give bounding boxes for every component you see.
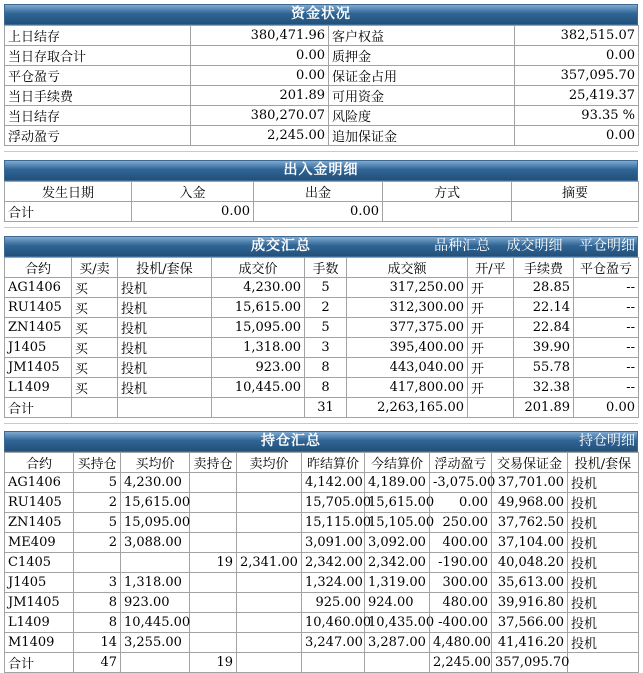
cell-margin: 40,048.20	[492, 553, 568, 573]
cell-buy-avg: 3,255.00	[121, 633, 190, 653]
table-row	[5, 553, 639, 573]
cell-contract: J1405	[5, 338, 72, 358]
col-sell-qty: 卖持仓	[190, 453, 237, 473]
col-margin: 交易保证金	[492, 453, 568, 473]
cell-sell-avg	[237, 573, 302, 593]
cell-lots: 8	[305, 358, 347, 378]
funds-value: 380,471.96	[191, 26, 329, 46]
cell-contract: ZN1405	[5, 513, 74, 533]
cell-prev-settle: 15,115.00	[302, 513, 365, 533]
cell-hedge: 投机	[568, 573, 639, 593]
inout-title: 出入金明细	[283, 162, 359, 178]
positions-title: 持仓汇总	[261, 433, 321, 449]
table-row	[5, 493, 639, 513]
cell-float-pnl: -400.00	[430, 613, 492, 633]
cell-side: 买	[72, 318, 118, 338]
positions-links	[567, 432, 635, 451]
total-margin: 357,095.70	[492, 653, 568, 673]
cell-sell-qty	[190, 473, 237, 493]
cell-hedge: 投机	[118, 378, 212, 398]
inout-total-row	[5, 202, 639, 222]
cell-fee: 22.84	[514, 318, 574, 338]
funds-value: 0.00	[515, 126, 639, 146]
col-hedge: 投机/套保	[568, 453, 639, 473]
cell-contract: JM1405	[5, 358, 72, 378]
funds-value: 357,095.70	[515, 66, 639, 86]
cell-buy-qty: 8	[74, 593, 121, 613]
col-buy-avg: 买均价	[121, 453, 190, 473]
cell-close-pnl: --	[574, 358, 639, 378]
cell-margin: 35,613.00	[492, 573, 568, 593]
cell-buy-avg: 15,095.00	[121, 513, 190, 533]
cell-sell-avg	[237, 593, 302, 613]
cell-float-pnl: -190.00	[430, 553, 492, 573]
cell-lots: 8	[305, 378, 347, 398]
cell-settle: 10,435.00	[365, 613, 430, 633]
cell-buy-avg: 1,318.00	[121, 573, 190, 593]
link-trade-detail[interactable]: 成交明细	[506, 238, 563, 254]
cell-sell-qty	[190, 513, 237, 533]
funds-title: 资金状况	[291, 6, 351, 22]
trades-total-row	[5, 398, 639, 418]
cell-margin: 41,416.20	[492, 633, 568, 653]
col-amount: 成交额	[347, 258, 468, 278]
cell-prev-settle: 10,460.00	[302, 613, 365, 633]
cell-contract: AG1406	[5, 278, 72, 298]
cell-side: 买	[72, 278, 118, 298]
cell-hedge: 投机	[568, 593, 639, 613]
total-sell: 19	[190, 653, 237, 673]
cell-hedge: 投机	[568, 473, 639, 493]
cell-prev-settle: 925.00	[302, 593, 365, 613]
cell-settle: 3,287.00	[365, 633, 430, 653]
trades-links	[422, 237, 635, 256]
cell-buy-qty: 8	[74, 613, 121, 633]
total-amount: 2,263,165.00	[347, 398, 468, 418]
total-empty	[118, 398, 212, 418]
cell-amount: 317,250.00	[347, 278, 468, 298]
funds-label: 追加保证金	[329, 126, 515, 146]
cell-buy-qty: 14	[74, 633, 121, 653]
cell-margin: 39,916.80	[492, 593, 568, 613]
link-close-detail[interactable]: 平仓明细	[579, 238, 635, 254]
cell-sell-qty	[190, 573, 237, 593]
total-empty	[212, 398, 305, 418]
col-summary: 摘要	[512, 182, 639, 202]
cell-float-pnl: 250.00	[430, 513, 492, 533]
col-fee: 手续费	[514, 258, 574, 278]
total-pnl: 2,245.00	[430, 653, 492, 673]
cell-hedge: 投机	[118, 318, 212, 338]
cell-price: 10,445.00	[212, 378, 305, 398]
cell-side: 买	[72, 298, 118, 318]
cell-price: 15,615.00	[212, 298, 305, 318]
cell-sell-avg	[237, 533, 302, 553]
cell-sell-qty	[190, 613, 237, 633]
cell-settle: 2,342.00	[365, 553, 430, 573]
trades-title: 成交汇总	[251, 238, 311, 254]
funds-label: 当日结存	[5, 106, 191, 126]
cell-fee: 39.90	[514, 338, 574, 358]
cell-amount: 395,400.00	[347, 338, 468, 358]
total-pnl: 0.00	[574, 398, 639, 418]
cell-margin: 37,566.00	[492, 613, 568, 633]
cell-openclose: 开	[468, 278, 514, 298]
cell-side: 买	[72, 378, 118, 398]
funds-row	[5, 106, 639, 126]
col-hedge: 投机/套保	[118, 258, 212, 278]
total-label: 合计	[5, 398, 72, 418]
cell-sell-qty: 19	[190, 553, 237, 573]
cell-buy-qty: 5	[74, 513, 121, 533]
cell-prev-settle: 1,324.00	[302, 573, 365, 593]
cell-contract: ME409	[5, 533, 74, 553]
cell-buy-avg: 4,230.00	[121, 473, 190, 493]
positions-header	[4, 431, 638, 452]
col-side: 买/卖	[72, 258, 118, 278]
funds-value: 380,270.07	[191, 106, 329, 126]
col-price: 成交价	[212, 258, 305, 278]
cell-settle: 4,189.00	[365, 473, 430, 493]
cell-openclose: 开	[468, 298, 514, 318]
cell-lots: 3	[305, 338, 347, 358]
col-settle: 今结算价	[365, 453, 430, 473]
table-row	[5, 318, 639, 338]
cell-contract: RU1405	[5, 493, 74, 513]
link-position-detail[interactable]: 持仓明细	[579, 433, 635, 449]
cell-hedge: 投机	[118, 338, 212, 358]
funds-row	[5, 126, 639, 146]
funds-value: 93.35 %	[515, 106, 639, 126]
cell-float-pnl: -3,075.00	[430, 473, 492, 493]
col-float-pnl: 浮动盈亏	[430, 453, 492, 473]
col-out: 出金	[254, 182, 383, 202]
cell-settle: 3,092.00	[365, 533, 430, 553]
cell-amount: 417,800.00	[347, 378, 468, 398]
cell-price: 1,318.00	[212, 338, 305, 358]
cell-openclose: 开	[468, 378, 514, 398]
cell-sell-avg	[237, 473, 302, 493]
cell-fee: 28.85	[514, 278, 574, 298]
cell-amount: 443,040.00	[347, 358, 468, 378]
cell-contract: JM1405	[5, 593, 74, 613]
cell-settle: 15,105.00	[365, 513, 430, 533]
total-empty	[468, 398, 514, 418]
funds-value: 25,419.37	[515, 86, 639, 106]
inout-header-row	[5, 182, 639, 202]
cell-lots: 2	[305, 298, 347, 318]
cell-contract: L1409	[5, 613, 74, 633]
cell-openclose: 开	[468, 358, 514, 378]
table-row	[5, 533, 639, 553]
cell-prev-settle: 3,247.00	[302, 633, 365, 653]
funds-value: 201.89	[191, 86, 329, 106]
table-row	[5, 298, 639, 318]
cell-margin: 49,968.00	[492, 493, 568, 513]
col-contract: 合约	[5, 453, 74, 473]
total-empty	[237, 653, 302, 673]
cell-side: 买	[72, 358, 118, 378]
funds-row	[5, 86, 639, 106]
funds-label: 当日手续费	[5, 86, 191, 106]
funds-row	[5, 46, 639, 66]
trades-table	[4, 257, 639, 418]
cell-close-pnl: --	[574, 278, 639, 298]
funds-label: 保证金占用	[329, 66, 515, 86]
cell-close-pnl: --	[574, 378, 639, 398]
trades-header	[4, 236, 638, 257]
funds-label: 质押金	[329, 46, 515, 66]
cell-side: 买	[72, 338, 118, 358]
funds-value: 0.00	[191, 46, 329, 66]
cell-hedge: 投机	[568, 613, 639, 633]
cell-margin: 37,701.00	[492, 473, 568, 493]
positions-total-row	[5, 653, 639, 673]
cell-buy-qty: 3	[74, 573, 121, 593]
funds-header	[4, 4, 638, 25]
cell-openclose: 开	[468, 318, 514, 338]
inout-header	[4, 160, 638, 181]
cell-hedge: 投机	[118, 358, 212, 378]
cell-price: 4,230.00	[212, 278, 305, 298]
section-divider	[4, 223, 638, 228]
table-row	[5, 278, 639, 298]
funds-label: 风险度	[329, 106, 515, 126]
table-row	[5, 473, 639, 493]
cell-buy-qty: 2	[74, 533, 121, 553]
cell-sell-qty	[190, 633, 237, 653]
table-row	[5, 378, 639, 398]
funds-row	[5, 66, 639, 86]
cell-sell-avg	[237, 493, 302, 513]
table-row	[5, 513, 639, 533]
col-contract: 合约	[5, 258, 72, 278]
cell-sell-avg	[237, 513, 302, 533]
total-in: 0.00	[132, 202, 254, 222]
cell-hedge: 投机	[568, 633, 639, 653]
funds-table	[4, 25, 639, 146]
cell-close-pnl: --	[574, 318, 639, 338]
cell-buy-qty: 5	[74, 473, 121, 493]
cell-prev-settle: 3,091.00	[302, 533, 365, 553]
cell-hedge: 投机	[118, 278, 212, 298]
col-close-pnl: 平仓盈亏	[574, 258, 639, 278]
cell-sell-avg	[237, 613, 302, 633]
cell-lots: 5	[305, 318, 347, 338]
cell-buy-avg: 3,088.00	[121, 533, 190, 553]
total-lots: 31	[305, 398, 347, 418]
funds-value: 0.00	[191, 66, 329, 86]
cell-amount: 312,300.00	[347, 298, 468, 318]
cell-hedge: 投机	[568, 533, 639, 553]
funds-label: 浮动盈亏	[5, 126, 191, 146]
section-divider	[4, 147, 638, 152]
cell-fee: 32.38	[514, 378, 574, 398]
table-row	[5, 358, 639, 378]
cell-hedge: 投机	[568, 513, 639, 533]
funds-label: 当日存取合计	[5, 46, 191, 66]
cell-prev-settle: 2,342.00	[302, 553, 365, 573]
cell-prev-settle: 15,705.00	[302, 493, 365, 513]
positions-table	[4, 452, 639, 673]
cell-buy-avg	[121, 553, 190, 573]
cell-hedge: 投机	[568, 493, 639, 513]
col-sell-avg: 卖均价	[237, 453, 302, 473]
total-empty	[365, 653, 430, 673]
funds-row	[5, 26, 639, 46]
cell-price: 923.00	[212, 358, 305, 378]
cell-amount: 377,375.00	[347, 318, 468, 338]
total-empty	[72, 398, 118, 418]
cell-margin: 37,104.00	[492, 533, 568, 553]
cell-openclose: 开	[468, 338, 514, 358]
total-summary	[512, 202, 639, 222]
col-date: 发生日期	[5, 182, 132, 202]
total-buy: 47	[74, 653, 121, 673]
cell-prev-settle: 4,142.00	[302, 473, 365, 493]
table-row	[5, 613, 639, 633]
cell-contract: RU1405	[5, 298, 72, 318]
cell-float-pnl: 480.00	[430, 593, 492, 613]
total-label: 合计	[5, 653, 74, 673]
col-buy-qty: 买持仓	[74, 453, 121, 473]
cell-lots: 5	[305, 278, 347, 298]
trades-section	[4, 236, 638, 418]
table-row	[5, 593, 639, 613]
total-fee: 201.89	[514, 398, 574, 418]
cell-close-pnl: --	[574, 338, 639, 358]
cell-contract: L1409	[5, 378, 72, 398]
cell-contract: C1405	[5, 553, 74, 573]
cell-fee: 22.14	[514, 298, 574, 318]
cell-buy-qty: 2	[74, 493, 121, 513]
cell-price: 15,095.00	[212, 318, 305, 338]
cell-fee: 55.78	[514, 358, 574, 378]
trades-header-row	[5, 258, 639, 278]
cell-close-pnl: --	[574, 298, 639, 318]
positions-header-row	[5, 453, 639, 473]
table-row	[5, 633, 639, 653]
cell-buy-avg: 15,615.00	[121, 493, 190, 513]
col-lots: 手数	[305, 258, 347, 278]
col-openclose: 开/平	[468, 258, 514, 278]
col-prev-settle: 昨结算价	[302, 453, 365, 473]
cell-buy-avg: 10,445.00	[121, 613, 190, 633]
total-empty	[121, 653, 190, 673]
cell-hedge: 投机	[568, 553, 639, 573]
cell-settle: 924.00	[365, 593, 430, 613]
cell-settle: 1,319.00	[365, 573, 430, 593]
link-product-summary[interactable]: 品种汇总	[434, 238, 491, 254]
cell-hedge: 投机	[118, 298, 212, 318]
cell-float-pnl: 300.00	[430, 573, 492, 593]
funds-value: 382,515.07	[515, 26, 639, 46]
positions-section	[4, 431, 638, 673]
funds-section	[4, 4, 638, 146]
table-row	[5, 338, 639, 358]
funds-label: 可用资金	[329, 86, 515, 106]
funds-value: 0.00	[515, 46, 639, 66]
cell-contract: AG1406	[5, 473, 74, 493]
cell-sell-qty	[190, 533, 237, 553]
inout-section	[4, 160, 638, 222]
inout-table	[4, 181, 639, 222]
total-out: 0.00	[254, 202, 383, 222]
cell-contract: J1405	[5, 573, 74, 593]
cell-margin: 37,762.50	[492, 513, 568, 533]
funds-label: 上日结存	[5, 26, 191, 46]
total-label: 合计	[5, 202, 132, 222]
cell-buy-avg: 923.00	[121, 593, 190, 613]
cell-buy-qty	[74, 553, 121, 573]
cell-float-pnl: 0.00	[430, 493, 492, 513]
col-method: 方式	[383, 182, 512, 202]
table-row	[5, 573, 639, 593]
cell-settle: 15,615.00	[365, 493, 430, 513]
cell-sell-qty	[190, 593, 237, 613]
total-method	[383, 202, 512, 222]
funds-label: 平仓盈亏	[5, 66, 191, 86]
total-empty	[568, 653, 639, 673]
cell-sell-avg: 2,341.00	[237, 553, 302, 573]
cell-contract: M1409	[5, 633, 74, 653]
cell-contract: ZN1405	[5, 318, 72, 338]
cell-float-pnl: 400.00	[430, 533, 492, 553]
cell-sell-avg	[237, 633, 302, 653]
section-divider	[4, 419, 638, 424]
cell-float-pnl: 4,480.00	[430, 633, 492, 653]
funds-value: 2,245.00	[191, 126, 329, 146]
col-in: 入金	[132, 182, 254, 202]
funds-label: 客户权益	[329, 26, 515, 46]
total-empty	[302, 653, 365, 673]
cell-sell-qty	[190, 493, 237, 513]
